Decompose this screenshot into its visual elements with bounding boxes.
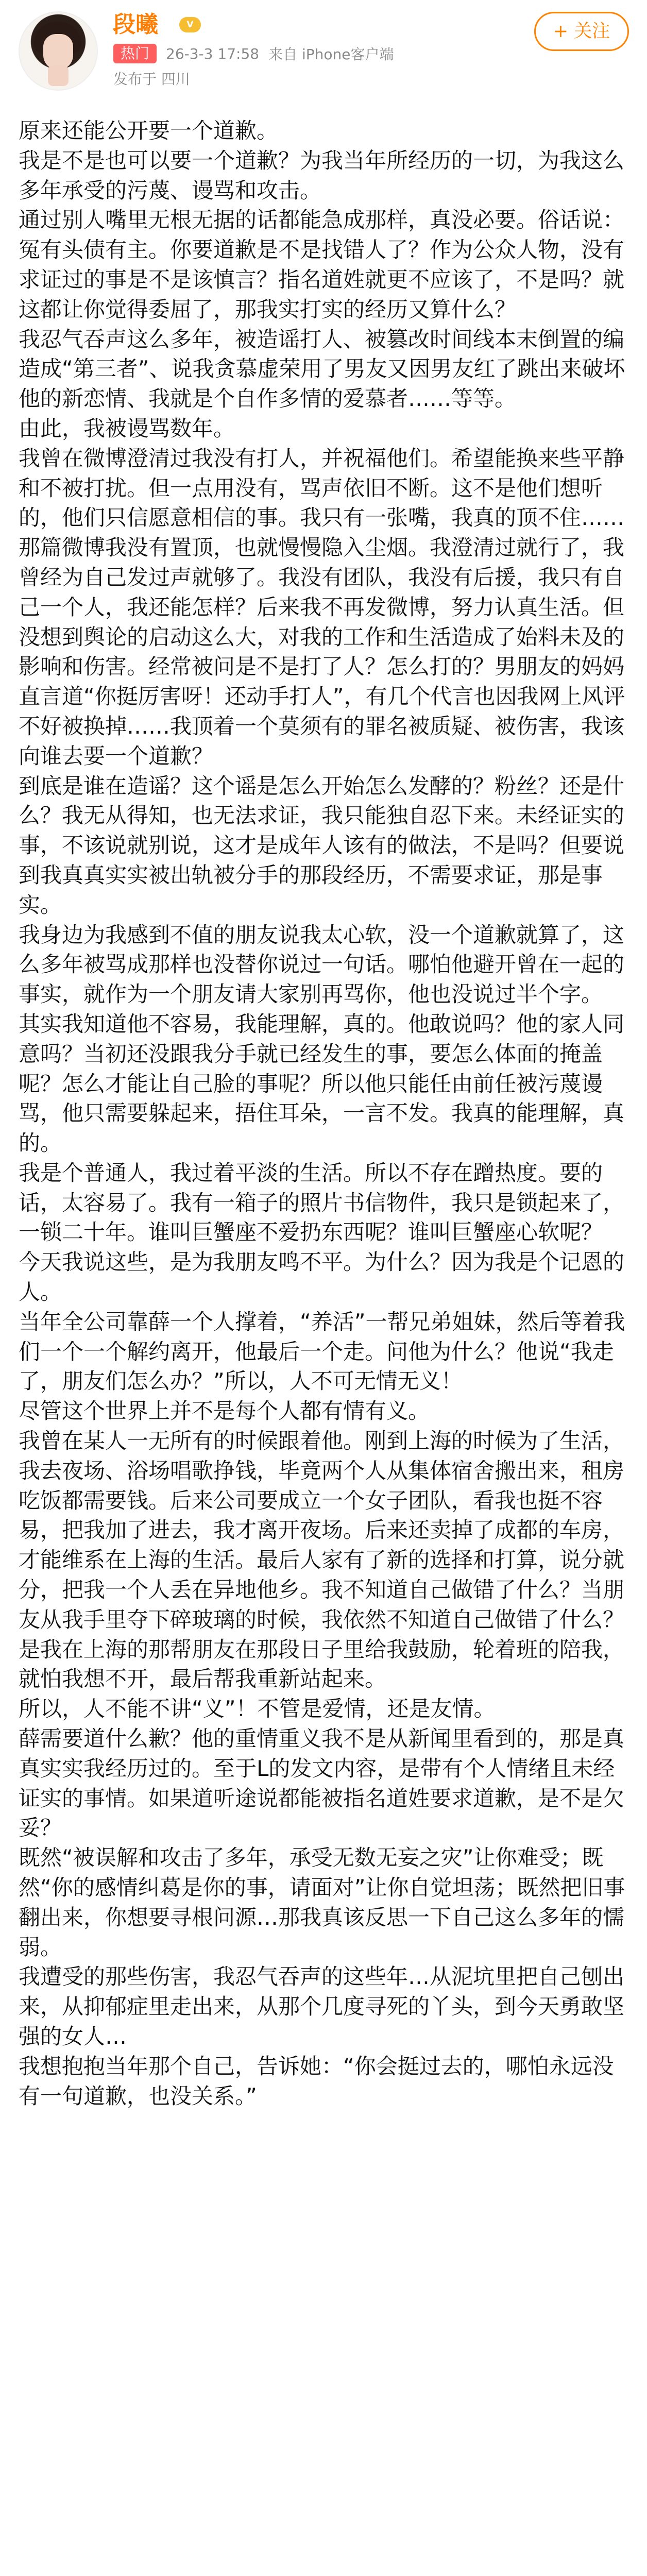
follow-button[interactable]: + 关注 [534,12,629,51]
avatar-neck-shape [48,65,69,86]
hot-badge: 热门 [113,44,157,63]
user-avatar[interactable] [19,11,98,91]
user-name[interactable]: 段曦 [113,11,158,38]
post-source: 来自 iPhone客户端 [268,46,394,63]
post-meta-row [113,43,394,64]
post-header [0,0,647,112]
post-timestamp: 26-3-3 17:58 [166,45,260,62]
post-body-text: 原来还能公开要一个道歉。 我是不是也可以要一个道歉？为我当年所经历的一切，为我这么多年承受的污蔑、谩骂和攻击。 通过别人嘴里无根无据的话都能急成那样，真没必要。俗话说：冤有头债有主。你要道歉是不是找错人了？作为公众人物，没有求证过的事是不是该慎言？指名道姓就更不应该了，不是吗？就这都让你觉得委屈了，那我实打实的经历又算什么？ 我忍气吞声这么多年，被造谣打人、被篡改时间线本末倒置的编造成“第三者”、说我贪慕虚荣用了男友又因男友红了跳出来破坏他的新恋情、我就是个自作多情的爱慕者……等等。 由此，我被谩骂数年。 我曾在微博澄清过我没有打人，并祝福他们。希望能换来些平静和不被打扰。但一点用没有，骂声依旧不断。这不是他们想听的，他们只信愿意相信的事。我只有一张嘴，我真的顶不住…… 那篇微博我没有置顶，也就慢慢隐入尘烟。我澄清过就行了，我曾经为自己发过声就够了。我没有团队，我没有后援，我只有自己一个人，我还能怎样？后来我不再发微博，努力认真生活。但没想到舆论的启动这么大，对我的工作和生活造成了始料未及的影响和伤害。经常被问是不是打了人？怎么打的？男朋友的妈妈直言道“你挺厉害呀！还动手打人”，有几个代言也因我网上风评不好被换掉……我顶着一个莫须有的罪名被质疑、被伤害，我该向谁去要一个道歉？ 到底是谁在造谣？这个谣是怎么开始怎么发酵的？粉丝？还是什么？我无从得知，也无法求证，我只能独自忍下来。未经证实的事，不该说就别说，这才是成年人该有的做法，不是吗？但要说到我真真实实被出轨被分手的那段经历，不需要求证，那是事实。 我身边为我感到不值的朋友说我太心软，没一个道歉就算了，这么多年被骂成那样也没替你说过一句话。哪怕他避开曾在一起的事实，就作为一个朋友请大家别再骂你，他也没说过半个字。 其实我知道他不容易，我能理解，真的。他敢说吗？他的家人同意吗？当初还没跟我分手就已经发生的事，要怎么体面的掩盖呢？怎么才能让自己脸的事呢？所以他只能任由前任被污蔑谩骂，他只需要躲起来，捂住耳朵，一言不发。我真的能理解，真的。 我是个普通人，我过着平淡的生活。所以不存在蹭热度。要的话，太容易了。我有一箱子的照片书信物件，我只是锁起来了，一锁二十年。谁叫巨蟹座不爱扔东西呢？谁叫巨蟹座心软呢？ 今天我说这些，是为我朋友鸣不平。为什么？因为我是个记恩的人。 当年全公司靠薛一个人撑着，“养活”一帮兄弟姐妹，然后等着我们一个一个解约离开，他最后一个走。问他为什么？他说“我走了，朋友们怎么办？”所以，人不可无情无义！ 尽管这个世界上并不是每个人都有情有义。 我曾在某人一无所有的时候跟着他。刚到上海的时候为了生活，我去夜场、浴场唱歌挣钱，毕竟两个人从集体宿舍搬出来，租房吃饭都需要钱。后来公司要成立一个女子团队，看我也挺不容易，把我加了进去，我才离开夜场。后来还卖掉了成都的车房，才能维系在上海的生活。最后人家有了新的选择和打算，说分就分，把我一个人丢在异地他乡。我不知道自己做错了什么？当朋友从我手里夺下碎玻璃的时候，我依然不知道自己做错了什么？是我在上海的那帮朋友在那段日子里给我鼓励，轮着班的陪我，就怕我想不开，最后帮我重新站起来。 所以，人不能不讲“义”！不管是爱情，还是友情。 薛需要道什么歉？他的重情重义我不是从新闻里看到的，那是真真实实我经历过的。至于L的发文内容，是带有个人情绪且未经证实的事情。如果道听途说都能被指名道姓要求道歉，是不是欠妥？ 既然“被误解和攻击了多年，承受无数无妄之灾”让你难受；既然“你的感情纠葛是你的事，请面对”让你自觉坦荡；既然把旧事翻出来，你想要寻根问源…那我真该反思一下自己这么多年的懦弱。 我遭受的那些伤害，我忍气吞声的这些年…从泥坑里把自己刨出来，从抑郁症里走出来，从那个几度寻死的丫头，到今天勇敢坚强的女人… 我想抱抱当年那个自己，告诉她：“你会挺过去的，哪怕永远没有一句道歉，也没关系。” [19,118,625,2109]
vip-icon: V [179,17,201,32]
avatar-face-shape [43,34,73,70]
post-location: 发布于 四川 [113,71,190,88]
